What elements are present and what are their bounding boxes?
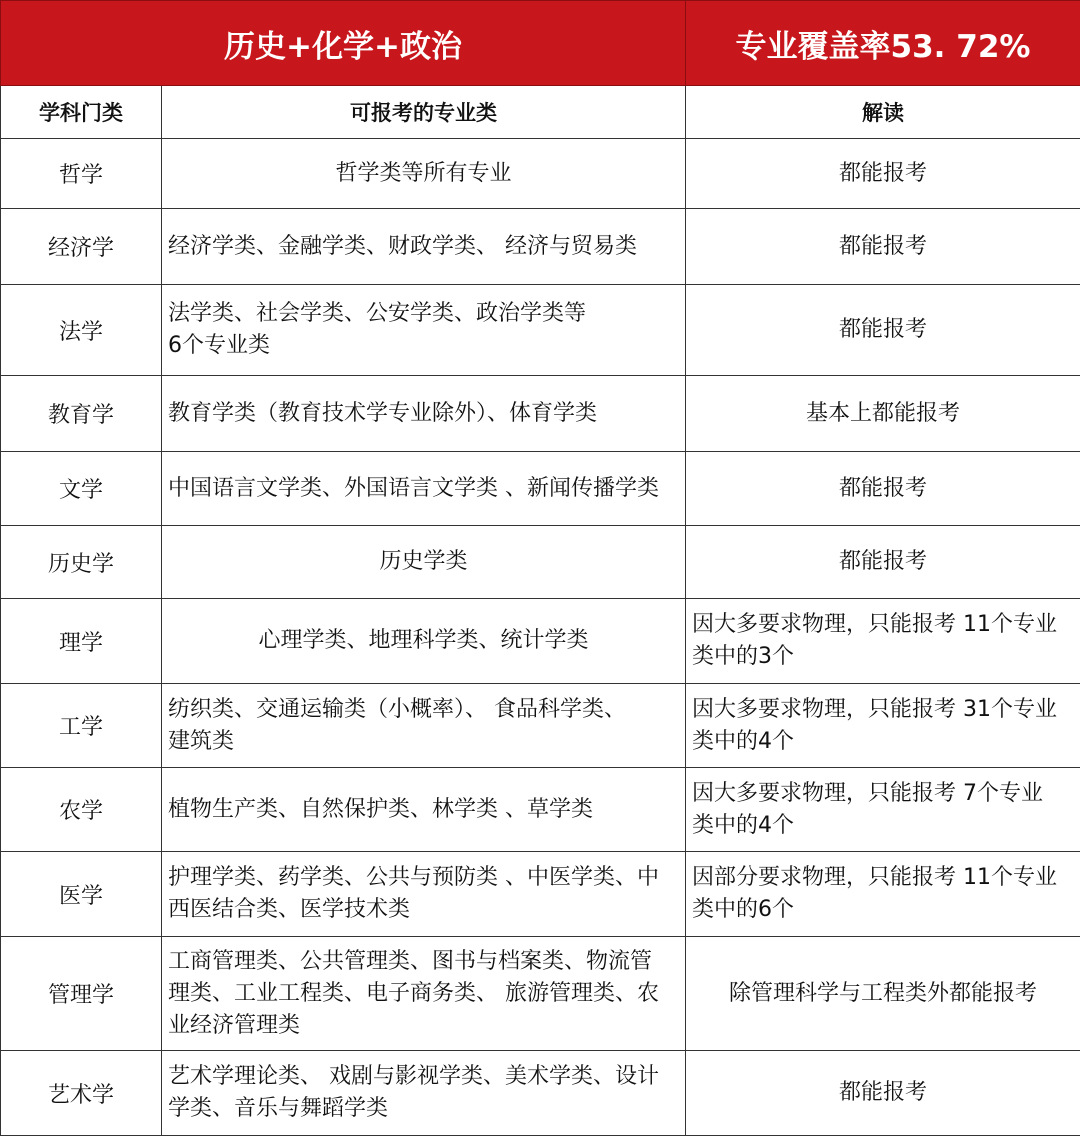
category-cell: 法学 <box>1 285 162 376</box>
majors-line: 历史学类 <box>379 549 468 574</box>
note-line: 都能报考 <box>839 475 928 501</box>
category-cell: 文学 <box>1 452 162 526</box>
coverage-rate-title: 专业覆盖率53. 72% <box>686 1 1080 86</box>
note-cell <box>686 285 1080 376</box>
table-row <box>1 937 1080 1051</box>
note-line: 都能报考 <box>839 317 928 342</box>
majors-line: 学类、音乐与舞蹈学类 <box>168 1096 389 1121</box>
note-cell <box>686 937 1080 1051</box>
majors-line: 业经济管理类 <box>168 1012 301 1038</box>
table-row <box>1 684 1080 768</box>
majors-line: 经济学类、金融学类、财政学类、 经济与贸易类 <box>168 233 637 259</box>
majors-line: 西医结合类、医学技术类 <box>168 897 411 922</box>
majors-line: 艺术学理论类、 戏剧与影视学类、美术学类、设计 <box>168 1064 659 1089</box>
table-row <box>1 1051 1080 1136</box>
table-row <box>1 285 1080 376</box>
table-row <box>1 526 1080 599</box>
majors-line: 工商管理类、公共管理类、图书与档案类、物流管 <box>168 948 653 974</box>
note-cell <box>686 852 1080 937</box>
category-cell: 农学 <box>1 768 162 852</box>
note-line: 除管理科学与工程类外都能报考 <box>729 980 1038 1006</box>
category-cell: 教育学 <box>1 376 162 452</box>
majors-cell <box>162 852 686 937</box>
note-cell <box>686 768 1080 852</box>
table-row <box>1 376 1080 452</box>
majors-cell <box>162 599 686 684</box>
majors-cell <box>162 1051 686 1136</box>
category-cell: 经济学 <box>1 209 162 285</box>
majors-line: 6个专业类 <box>168 333 270 358</box>
majors-line: 植物生产类、自然保护类、林学类 、草学类 <box>168 796 593 822</box>
note-cell <box>686 376 1080 452</box>
majors-cell <box>162 768 686 852</box>
majors-line: 护理学类、药学类、公共与预防类 、中医学类、中 <box>168 865 659 890</box>
category-cell: 理学 <box>1 599 162 684</box>
note-line: 都能报考 <box>839 1080 928 1105</box>
note-line: 都能报考 <box>839 549 928 574</box>
note-cell <box>686 1051 1080 1136</box>
note-line: 类中的3个 <box>692 644 795 669</box>
category-cell: 哲学 <box>1 139 162 209</box>
note-cell <box>686 452 1080 526</box>
majors-cell <box>162 139 686 209</box>
note-cell <box>686 209 1080 285</box>
note-cell <box>686 139 1080 209</box>
majors-cell <box>162 937 686 1051</box>
subject-combo-title: 历史+化学+政治 <box>1 1 686 86</box>
category-cell: 管理学 <box>1 937 162 1051</box>
majors-line: 教育学类（教育技术学专业除外）、体育学类 <box>168 400 598 426</box>
column-header-row <box>1 86 1080 139</box>
note-line: 因大多要求物理，只能报考 7个专业 <box>692 780 1044 806</box>
note-line: 因大多要求物理，只能报考 11个专业 <box>692 612 1058 637</box>
note-line: 都能报考 <box>839 233 928 259</box>
note-cell <box>686 526 1080 599</box>
column-header-category: 学科门类 <box>1 86 162 139</box>
column-header-note: 解读 <box>686 86 1080 139</box>
note-cell <box>686 599 1080 684</box>
note-line: 都能报考 <box>839 160 928 186</box>
table-row <box>1 452 1080 526</box>
majors-line: 纺织类、交通运输类（小概率）、 食品科学类、 <box>168 696 626 722</box>
category-cell: 艺术学 <box>1 1051 162 1136</box>
note-line: 类中的4个 <box>692 728 795 754</box>
majors-line: 法学类、社会学类、公安学类、政治学类等 <box>168 301 587 326</box>
note-line: 类中的4个 <box>692 812 795 838</box>
table-row <box>1 852 1080 937</box>
majors-cell <box>162 452 686 526</box>
column-header-majors: 可报考的专业类 <box>162 86 686 139</box>
category-cell: 历史学 <box>1 526 162 599</box>
majors-line: 心理学类、地理科学类、统计学类 <box>258 628 589 653</box>
table-row <box>1 139 1080 209</box>
category-cell: 医学 <box>1 852 162 937</box>
note-cell <box>686 684 1080 768</box>
majors-cell <box>162 376 686 452</box>
majors-cell <box>162 684 686 768</box>
table-row <box>1 599 1080 684</box>
note-line: 因大多要求物理，只能报考 31个专业 <box>692 696 1058 722</box>
majors-line: 理类、工业工程类、电子商务类、 旅游管理类、农 <box>168 980 659 1006</box>
table-row <box>1 768 1080 852</box>
note-line: 类中的6个 <box>692 897 795 922</box>
table-row <box>1 209 1080 285</box>
note-line: 基本上都能报考 <box>806 400 961 426</box>
majors-cell <box>162 285 686 376</box>
majors-line: 中国语言文学类、外国语言文学类 、新闻传播学类 <box>168 475 659 501</box>
majors-cell <box>162 526 686 599</box>
majors-line: 建筑类 <box>168 728 235 754</box>
category-cell: 工学 <box>1 684 162 768</box>
title-row <box>1 1 1080 86</box>
majors-cell <box>162 209 686 285</box>
note-line: 因部分要求物理，只能报考 11个专业 <box>692 865 1058 890</box>
majors-line: 哲学类等所有专业 <box>335 160 512 186</box>
